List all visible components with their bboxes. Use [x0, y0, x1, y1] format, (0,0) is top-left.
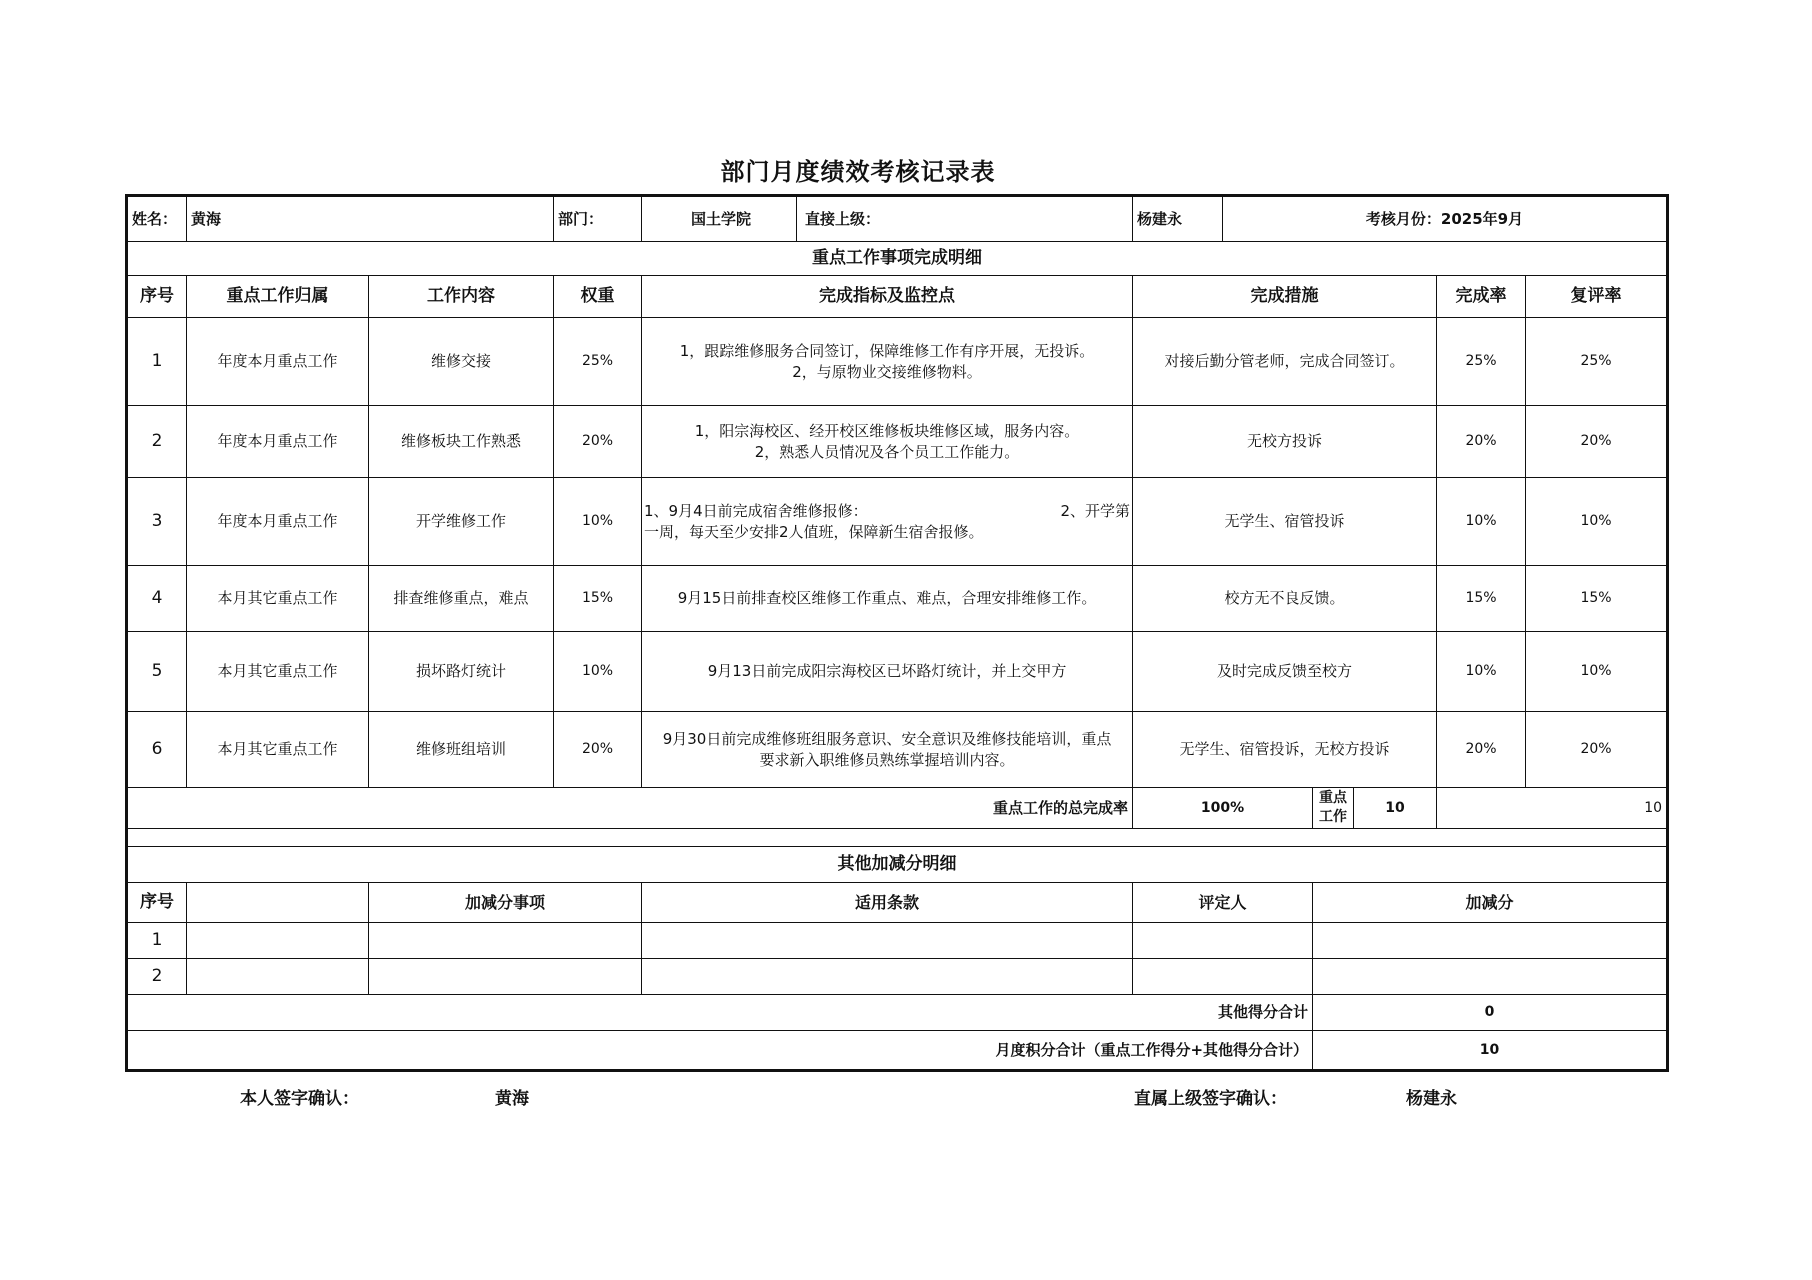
other-section-title: 其他加减分明细 — [127, 847, 1668, 883]
row-review: 15% — [1526, 566, 1668, 632]
score-value: 10 — [1385, 799, 1405, 816]
indicator-line: 1，阳宗海校区、经开校区维修板块维修区域，服务内容。 — [694, 422, 1080, 441]
score-label-box — [1313, 788, 1354, 828]
row-review: 10% — [1526, 632, 1668, 712]
header-measures: 完成措施 — [1133, 276, 1437, 318]
table-row — [127, 712, 1668, 788]
name-label: 姓名： — [127, 196, 187, 242]
row-review: 25% — [1526, 318, 1668, 406]
row-seq: 3 — [127, 478, 187, 566]
row-measures: 无学生、宿管投诉，无校方投诉 — [1133, 712, 1437, 788]
other-header-rater: 评定人 — [1133, 883, 1313, 923]
header-weight: 权重 — [554, 276, 642, 318]
row-category: 本月其它重点工作 — [187, 632, 369, 712]
row-weight: 20% — [554, 712, 642, 788]
other-total-label: 其他得分合计 — [127, 995, 1313, 1031]
row-weight: 10% — [554, 632, 642, 712]
other-header-points: 加减分 — [1313, 883, 1668, 923]
other-header-blank — [187, 883, 369, 923]
other-total-row — [127, 995, 1668, 1031]
monthly-total-label: 月度积分合计（重点工作得分+其他得分合计） — [127, 1031, 1313, 1071]
key-header-row — [127, 276, 1668, 318]
row-category: 年度本月重点工作 — [187, 478, 369, 566]
row-category: 本月其它重点工作 — [187, 712, 369, 788]
row-content: 损坏路灯统计 — [369, 632, 554, 712]
table-row — [127, 406, 1668, 478]
row-indicator: 9月13日前完成阳宗海校区已坏路灯统计，并上交甲方 — [642, 632, 1133, 712]
other-header-row — [127, 883, 1668, 923]
row-category: 年度本月重点工作 — [187, 406, 369, 478]
row-rate: 20% — [1437, 406, 1526, 478]
row-review: 10% — [1526, 478, 1668, 566]
spacer-row — [127, 829, 1668, 847]
table-row — [127, 959, 1668, 995]
row-seq: 6 — [127, 712, 187, 788]
table-row — [127, 923, 1668, 959]
row-rate: 20% — [1437, 712, 1526, 788]
spacer-cell — [127, 829, 1668, 847]
row-weight: 15% — [554, 566, 642, 632]
indicator-line — [644, 501, 1130, 521]
total-rate: 100% — [1133, 788, 1313, 829]
month-label: 考核月份：2025年9月 — [1223, 196, 1668, 242]
other-row-seq: 1 — [127, 923, 187, 959]
dept-and-superior-label — [642, 196, 1133, 242]
performance-table — [125, 194, 1669, 1072]
row-seq: 5 — [127, 632, 187, 712]
indicator-line: 要求新入职维修员熟练掌握培训内容。 — [759, 750, 1015, 769]
row-review: 20% — [1526, 406, 1668, 478]
monthly-total-value: 10 — [1313, 1031, 1668, 1071]
row-seq: 2 — [127, 406, 187, 478]
header-content: 工作内容 — [369, 276, 554, 318]
other-row-clause — [642, 959, 1133, 995]
header-seq: 序号 — [127, 276, 187, 318]
indicator-line: 1，跟踪维修服务合同签订，保障维修工作有序开展，无投诉。 — [679, 342, 1095, 361]
row-indicator — [642, 478, 1133, 566]
score-label-line: 重点 — [1319, 790, 1348, 807]
superior-signature-name: 杨建永 — [1406, 1089, 1457, 1109]
row-measures: 校方无不良反馈。 — [1133, 566, 1437, 632]
score-label-line: 工作 — [1319, 809, 1348, 825]
superior-value: 杨建永 — [1133, 196, 1223, 242]
row-weight: 10% — [554, 478, 642, 566]
table-row — [127, 318, 1668, 406]
key-total-row — [127, 788, 1668, 829]
total-label: 重点工作的总完成率 — [127, 788, 1133, 829]
row-content: 维修班组培训 — [369, 712, 554, 788]
superior-label: 直接上级： — [805, 210, 881, 228]
other-row-points — [1313, 959, 1668, 995]
row-indicator: 9月15日前排查校区维修工作重点、难点，合理安排维修工作。 — [642, 566, 1133, 632]
score-label — [1313, 788, 1437, 829]
row-rate: 10% — [1437, 478, 1526, 566]
table-row — [127, 632, 1668, 712]
row-indicator — [642, 406, 1133, 478]
row-seq: 1 — [127, 318, 187, 406]
other-row-rater — [1133, 923, 1313, 959]
row-measures: 无学生、宿管投诉 — [1133, 478, 1437, 566]
table-row — [127, 478, 1668, 566]
row-review: 20% — [1526, 712, 1668, 788]
review-score: 10 — [1437, 788, 1668, 829]
header-indicator: 完成指标及监控点 — [642, 276, 1133, 318]
indicator-line: 2，熟悉人员情况及各个员工工作能力。 — [754, 442, 1020, 461]
row-content: 排查维修重点，难点 — [369, 566, 554, 632]
other-row-seq: 2 — [127, 959, 187, 995]
other-header-item: 加减分事项 — [369, 883, 642, 923]
other-row-rater — [1133, 959, 1313, 995]
other-row-item — [369, 923, 642, 959]
indicator-part: 1、9月4日前完成宿舍维修报修： — [644, 502, 868, 521]
superior-signature-label: 直属上级签字确认： — [1134, 1089, 1287, 1109]
other-header-seq: 序号 — [127, 883, 187, 923]
row-indicator — [642, 712, 1133, 788]
row-rate: 10% — [1437, 632, 1526, 712]
row-content: 维修板块工作熟悉 — [369, 406, 554, 478]
self-signature-label: 本人签字确认： — [240, 1089, 359, 1109]
row-rate: 15% — [1437, 566, 1526, 632]
info-row — [127, 196, 1668, 242]
dept-label: 部门： — [554, 196, 642, 242]
self-signature-name: 黄海 — [495, 1089, 529, 1109]
monthly-total-row — [127, 1031, 1668, 1071]
table-row — [127, 566, 1668, 632]
row-content: 开学维修工作 — [369, 478, 554, 566]
other-row-cell — [187, 959, 369, 995]
indicator-line: 9月30日前完成维修班组服务意识、安全意识及维修技能培训，重点 — [662, 730, 1112, 749]
row-rate: 25% — [1437, 318, 1526, 406]
name-value: 黄海 — [187, 196, 554, 242]
page-title: 部门月度绩效考核记录表 — [720, 158, 996, 186]
indicator-line: 2，与原物业交接维修物料。 — [792, 362, 982, 381]
row-measures: 无校方投诉 — [1133, 406, 1437, 478]
other-row-cell — [187, 923, 369, 959]
row-measures: 对接后勤分管老师，完成合同签订。 — [1133, 318, 1437, 406]
row-indicator — [642, 318, 1133, 406]
row-seq: 4 — [127, 566, 187, 632]
indicator-part: 2、开学第 — [1060, 502, 1131, 521]
other-row-clause — [642, 923, 1133, 959]
other-header-clause: 适用条款 — [642, 883, 1133, 923]
row-content: 维修交接 — [369, 318, 554, 406]
row-category: 本月其它重点工作 — [187, 566, 369, 632]
indicator-line: 一周，每天至少安排2人值班，保障新生宿舍报修。 — [644, 522, 984, 541]
dept-value: 国土学院 — [646, 196, 797, 242]
other-total-value: 0 — [1313, 995, 1668, 1031]
header-category: 重点工作归属 — [187, 276, 369, 318]
header-review: 复评率 — [1526, 276, 1668, 318]
other-row-points — [1313, 923, 1668, 959]
row-category: 年度本月重点工作 — [187, 318, 369, 406]
row-weight: 25% — [554, 318, 642, 406]
row-weight: 20% — [554, 406, 642, 478]
key-section-title: 重点工作事项完成明细 — [127, 242, 1668, 276]
other-row-item — [369, 959, 642, 995]
row-measures: 及时完成反馈至校方 — [1133, 632, 1437, 712]
header-rate: 完成率 — [1437, 276, 1526, 318]
